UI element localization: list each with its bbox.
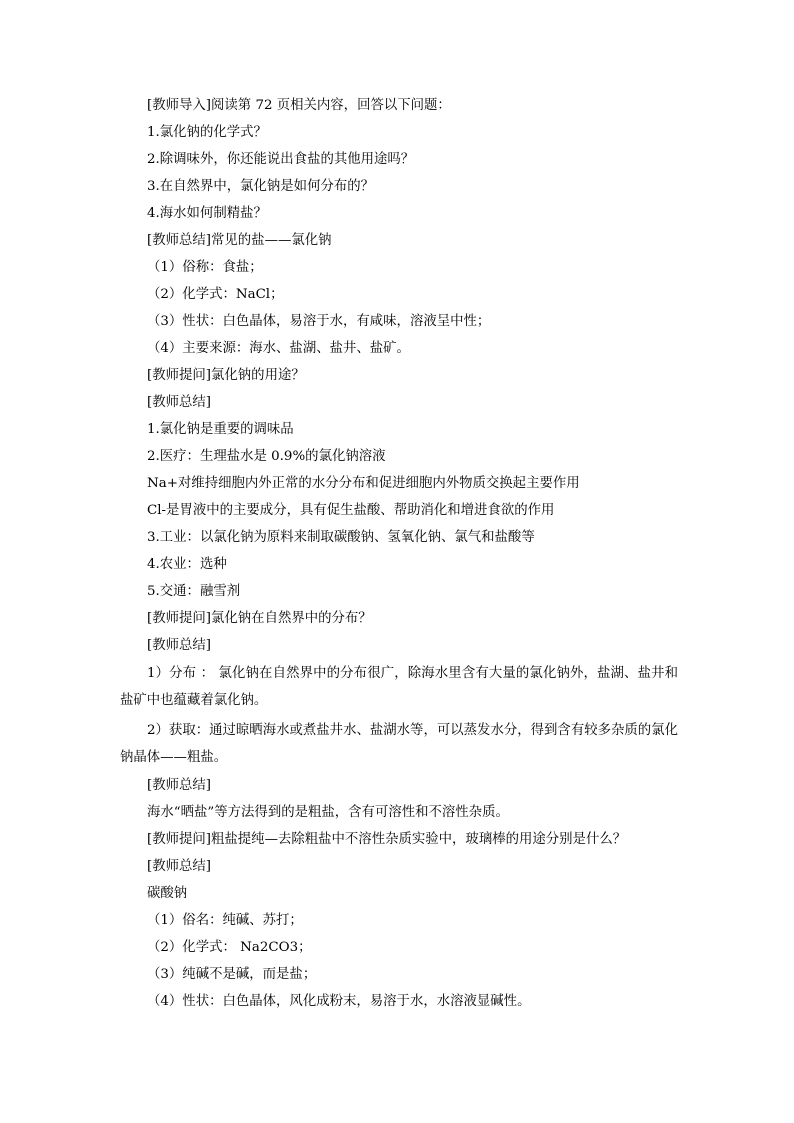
text-line: （3）纯碱不是碱，而是盐； — [147, 967, 317, 982]
text-line: [教师总结] — [147, 859, 212, 874]
text-line: 2.除调味外，你还能说出食盐的其他用途吗？ — [147, 152, 415, 167]
text-line: [教师提问]氯化钠的用途？ — [147, 368, 305, 383]
text-line: Na+对维持细胞内外正常的水分分布和促进细胞内外物质交换起主要作用 — [147, 476, 580, 491]
text-line: （4）性状：白色晶体，风化成粉末，易溶于水，水溶液显碱性。 — [147, 994, 531, 1009]
text-line: [教师提问]氯化钠在自然界中的分布？ — [147, 611, 372, 626]
text-line: [教师总结] — [147, 778, 212, 793]
text-line: [教师总结] — [147, 638, 212, 653]
text-line: 2.医疗：生理盐水是 0.9%的氯化钠溶液 — [147, 449, 386, 464]
text-line: 4.农业：选种 — [147, 557, 227, 572]
text-line: 1.氯化钠的化学式？ — [147, 125, 267, 140]
paragraph-distribution: 1）分布 ： 氯化钠在自然界中的分布很广，除海水里含有大量的氯化钠外，盐湖、盐井和盐矿中也蕴藏着氯化钠。 — [120, 666, 678, 708]
text-line: （2）化学式： Na2CO3； — [147, 940, 312, 955]
text-line: 海水“晒盐”等方法得到的是粗盐，含有可溶性和不溶性杂质。 — [147, 805, 509, 820]
text-line: [教师总结] — [147, 395, 212, 410]
text-line: （1）俗称：食盐； — [147, 260, 263, 275]
paragraph-acquisition: 2）获取：通过晾晒海水或煮盐井水、盐湖水等，可以蒸发水分，得到含有较多杂质的氯化钠晶体——粗盐。 — [120, 723, 678, 765]
text-line: 4.海水如何制精盐？ — [147, 206, 267, 221]
text-line: 碳酸钠 — [147, 886, 188, 901]
text-line: （2）化学式：NaCl； — [147, 287, 284, 302]
text-line: （3）性状：白色晶体，易溶于水，有咸味，溶液呈中性； — [147, 314, 491, 329]
text-line: Cl-是胃液中的主要成分，具有促生盐酸、帮助消化和增进食欲的作用 — [147, 503, 555, 518]
text-line: 3.在自然界中，氯化钠是如何分布的？ — [147, 179, 375, 194]
text-line: （4）主要来源：海水、盐湖、盐井、盐矿。 — [147, 341, 410, 356]
text-line: 3.工业：以氯化钠为原料来制取碳酸钠、氢氧化钠、氯气和盐酸等 — [147, 530, 535, 545]
text-line: [教师提问]粗盐提纯—去除粗盐中不溶性杂质实验中，玻璃棒的用途分别是什么？ — [147, 832, 627, 847]
text-line: 1.氯化钠是重要的调味品 — [147, 422, 294, 437]
text-line: 5.交通：融雪剂 — [147, 584, 241, 599]
text-line: [教师导入]阅读第 72 页相关内容，回答以下问题： — [147, 98, 451, 113]
text-line: （1）俗名：纯碱、苏打； — [147, 913, 303, 928]
text-line: [教师总结]常见的盐——氯化钠 — [147, 233, 332, 248]
